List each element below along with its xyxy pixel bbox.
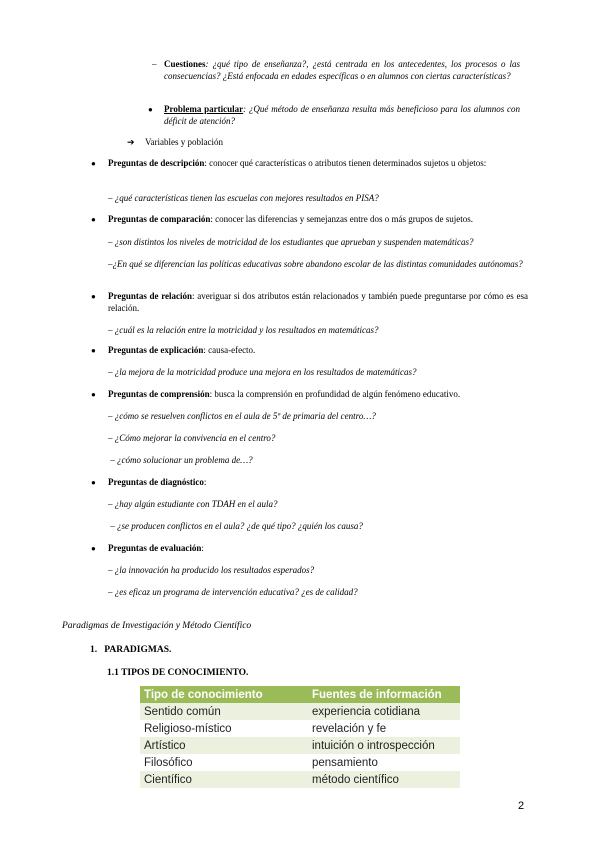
question-type-label: Preguntas de diagnóstico [108, 477, 204, 487]
question-type-label: Preguntas de evaluación [108, 543, 202, 553]
information-source-cell: experiencia cotidiana [308, 703, 460, 720]
question-bullet-icon: ● [91, 390, 96, 399]
question-type-description: : conocer qué características o atributos tienen determinados sujetos u objetos: [204, 158, 487, 168]
question-type-item [108, 157, 528, 169]
question-bullet-icon: ● [91, 346, 96, 355]
table-header-row [140, 686, 460, 703]
question-type-description: : causa-efecto. [203, 345, 256, 355]
section-title: Paradigmas de Investigación y Método Científico [62, 621, 252, 631]
question-example: – ¿es eficaz un programa de intervención educativa? ¿es de calidad? [108, 587, 358, 597]
question-type-label: Preguntas de comprensión [108, 389, 210, 399]
question-example: –¿En qué se diferencian las políticas educativas sobre abandono escolar de las distintas comunidades autónomas? [108, 259, 523, 269]
information-source-cell: intuición o introspección [308, 737, 460, 754]
question-type-label: Preguntas de descripción [108, 158, 205, 168]
cuestiones-label: Cuestiones [164, 59, 206, 69]
question-example: – ¿cuál es la relación entre la motricidad y los resultados en matemáticas? [108, 325, 379, 335]
information-source-cell: método científico [308, 771, 460, 788]
question-type-description: : averiguar si dos atributos están relacionados y también puede preguntarse por cómo es esa relación. [108, 291, 528, 313]
table-row [140, 737, 460, 754]
question-example: – ¿la innovación ha producido los resultados esperados? [108, 565, 315, 575]
question-type-item [108, 476, 528, 488]
information-source-cell: revelación y fe [312, 722, 387, 735]
question-type-item [108, 290, 528, 314]
knowledge-type-cell: Filosófico [144, 756, 193, 769]
cuestiones-text: : ¿qué tipo de enseñanza?, ¿está centrada en los antecedentes, los procesos o las consecuencias? ¿Está enfocada en edades específicas o en alumnos con ciertas características? [164, 59, 520, 81]
table-row [140, 771, 460, 788]
question-example: – ¿la mejora de la motricidad produce una mejora en los resultados de matemáticas? [108, 367, 417, 377]
question-example: – ¿cómo solucionar un problema de…? [108, 455, 253, 465]
question-example: – ¿se producen conflictos en el aula? ¿de qué tipo? ¿quién los causa? [108, 521, 363, 531]
question-type-description: : conocer las diferencias y semejanzas entre dos o más grupos de sujetos. [210, 214, 473, 224]
cuestiones-bullet: – [152, 59, 157, 69]
question-bullet-icon: ● [91, 292, 96, 301]
knowledge-type-cell: Religioso-místico [144, 722, 232, 735]
knowledge-table [140, 686, 460, 788]
table-row [140, 720, 460, 737]
information-source-cell: pensamiento [312, 756, 378, 769]
question-type-label: Preguntas de comparación [108, 214, 211, 224]
problema-label: Problema particular [164, 104, 244, 114]
question-type-description: : [201, 543, 204, 553]
question-type-description: : [203, 477, 207, 487]
knowledge-type-cell: Sentido común [140, 703, 308, 720]
question-example: – ¿hay algún estudiante con TDAH en el aula? [108, 499, 278, 509]
table-row [140, 703, 460, 720]
question-example: – ¿son distintos los niveles de motricidad de los estudiantes que aprueban y suspenden matemáticas? [108, 237, 474, 247]
table-header-fuentes: Fuentes de información [308, 686, 460, 703]
question-type-item [108, 213, 528, 225]
heading-paradigmas: 1. PARADIGMAS. [90, 645, 172, 655]
table-row [140, 754, 460, 771]
question-example: – ¿qué características tienen las escuelas con mejores resultados en PISA? [108, 193, 379, 203]
question-type-label: Preguntas de relación [108, 291, 193, 301]
question-bullet-icon: ● [91, 544, 96, 553]
page-number: 2 [518, 800, 525, 812]
knowledge-type-cell: Artístico [140, 737, 308, 754]
knowledge-type-cell: Científico [140, 771, 308, 788]
arrow-icon: ➔ [127, 137, 135, 147]
question-type-item [108, 542, 528, 554]
cuestiones-paragraph [164, 58, 520, 82]
question-bullet-icon: ● [91, 478, 96, 487]
heading-tipos-conocimiento: 1.1 TIPOS DE CONOCIMIENTO. [107, 668, 249, 678]
question-example: – ¿Cómo mejorar la convivencia en el centro? [108, 433, 276, 443]
variables-text: Variables y población [145, 137, 223, 147]
question-type-item [108, 344, 528, 356]
problema-bullet-icon: ● [148, 105, 153, 114]
question-bullet-icon: ● [91, 215, 96, 224]
problema-paragraph [164, 103, 520, 127]
problema-text: : ¿Qué método de enseñanza resulta más beneficioso para los alumnos con déficit de atención? [164, 104, 520, 126]
question-example: – ¿cómo se resuelven conflictos en el aula de 5º de primaria del centro…? [108, 411, 376, 421]
question-type-item [108, 388, 528, 400]
question-bullet-icon: ● [91, 159, 96, 168]
question-type-label: Preguntas de explicación [108, 345, 204, 355]
question-type-description: : busca la comprensión en profundidad de algún fenómeno educativo. [209, 389, 461, 399]
table-header-tipo: Tipo de conocimiento [140, 686, 308, 703]
